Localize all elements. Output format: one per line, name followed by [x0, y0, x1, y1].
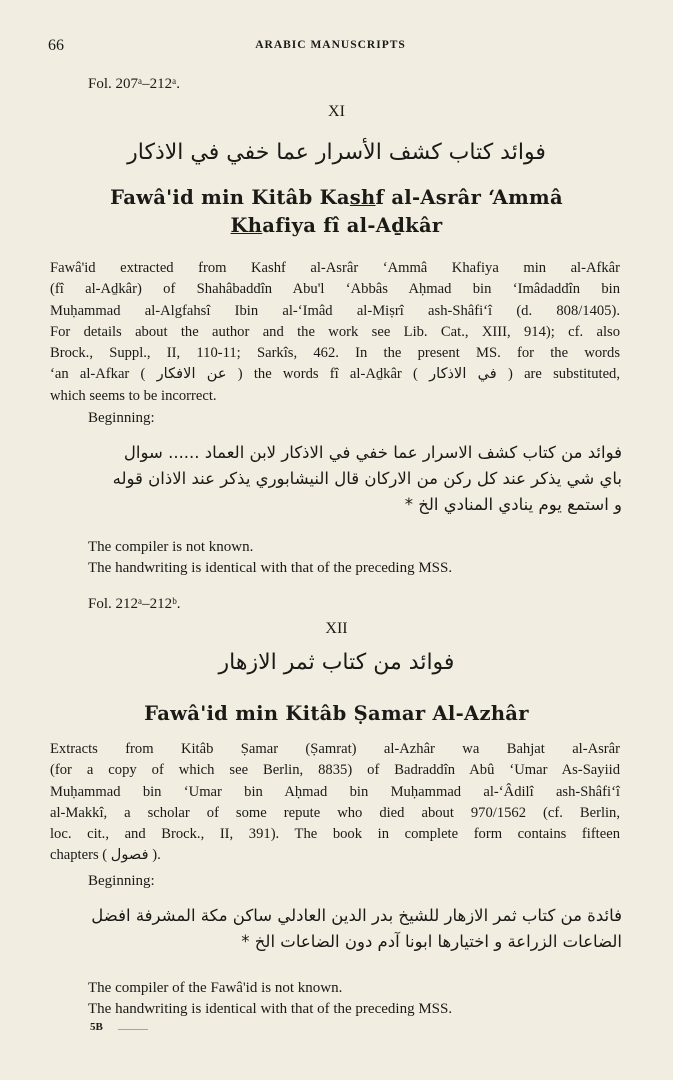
text-line: Muḥammad bin ‘Umar bin Aḥmad bin Muḥammad al-‘Âdilî ash-Shâfi‘î: [50, 783, 620, 800]
signature-mark: 5B: [90, 1021, 103, 1033]
title-text: f al-Asrâr ‘Ammâ: [375, 186, 563, 209]
arabic-beginning: [50, 440, 622, 518]
arabic-beginning: [50, 903, 622, 955]
entry-number: XII: [325, 620, 348, 637]
beginning-label: Beginning:: [88, 873, 155, 889]
text-line: (fî al-Aḏkâr) of Shahâbaddîn Abu'l ‘Abbâs Aḥmad bin ‘Imâdaddîn bin: [50, 281, 620, 298]
text-line: ‘an al-Afkar ( عن الافكار ) the words fî al-Aḏkâr ( في الاذكار ) are substituted,: [50, 366, 621, 383]
text-line: which seems to be incorrect.: [50, 387, 217, 404]
title-underlined-text: Kh: [230, 214, 263, 237]
text-line: Extracts from Kitâb Ṣamar (Ṣamrat) al-Azhâr wa Bahjat al-Asrâr: [50, 741, 620, 757]
text-line: For details about the author and the work see Lib. Cat., XIII, 914); cf. also: [50, 323, 620, 340]
text-line: Brock., Suppl., II, 110-11; Sarkîs, 462. In the present MS. for the words: [50, 345, 620, 362]
title-underlined-text: sh: [349, 186, 376, 209]
arabic-line: باي شي يذكر عند كل ركن من الاركان قال النيشابوري يذكر عند الاذان قوله: [112, 469, 622, 488]
entry-description: [50, 739, 620, 867]
text-line: al-Makkî, a scholar of some repute who died about 970/1562 (cf. Berlin,: [50, 804, 620, 821]
text-line: Muḥammad al-Algfahsî Ibin al-‘Imâd al-Miṣrî ash-Shâfi‘î (d. 808/1405).: [50, 302, 620, 319]
arabic-line: و استمع يوم ينادي المنادي الخ *: [404, 495, 622, 514]
running-header: [48, 37, 613, 57]
compiler-note: The compiler is not known.: [88, 539, 254, 555]
compiler-note: The compiler of the Fawâ'id is not known.: [88, 980, 343, 996]
entry-number: XI: [328, 103, 345, 120]
entry-title-line: [0, 214, 673, 237]
handwriting-note: The handwriting is identical with that of the preceding MSS.: [88, 560, 453, 576]
text-line: chapters ( فصول ).: [50, 847, 161, 864]
entry-description: [50, 258, 620, 407]
running-title: ARABIC MANUSCRIPTS: [255, 39, 406, 51]
handwriting-note: The handwriting is identical with that of the preceding MSS.: [88, 1001, 453, 1017]
folio-reference: Fol. 212ᵃ–212ᵇ.: [88, 596, 181, 612]
beginning-label: Beginning:: [88, 410, 155, 426]
page-number: 66: [48, 37, 64, 54]
arabic-title: فوائد من كتاب ثمر الازهار: [218, 650, 455, 675]
entry-title-line: [0, 186, 673, 209]
arabic-line: الضاعات الزراعة و اختيارها ابونا آدم دون الضاعات الخ *: [241, 932, 622, 951]
entry-title: Fawâ'id min Kitâb Ṣamar Al-Azhâr: [144, 702, 529, 725]
text-line: (for a copy of which see Berlin, 8835) of Badraddîn Abû ‘Umar As-Sayiid: [50, 762, 620, 779]
title-text: Fawâ'id min Kitâb Ka: [110, 186, 350, 209]
arabic-title: فوائد كتاب كشف الأسرار عما خفي في الاذكار: [127, 140, 546, 165]
signature-rule: [118, 1029, 148, 1030]
arabic-line: فوائد من كتاب كشف الاسرار عما خفي في الاذكار لابن العماد ...... سوال: [123, 443, 622, 462]
arabic-line: فائدة من كتاب ثمر الازهار للشيخ بدر الدين العادلي ساكن مكة المشرفة افضل: [91, 906, 622, 925]
text-line: loc. cit., and Brock., II, 391). The book in complete form contains fifteen: [50, 826, 620, 843]
folio-reference: Fol. 207ᵃ–212ᵃ.: [88, 76, 180, 92]
text-line: Fawâ'id extracted from Kashf al-Asrâr ‘Ammâ Khafiya min al-Afkâr: [50, 260, 620, 276]
title-text: afiya fî al-Aḏkâr: [262, 214, 443, 237]
